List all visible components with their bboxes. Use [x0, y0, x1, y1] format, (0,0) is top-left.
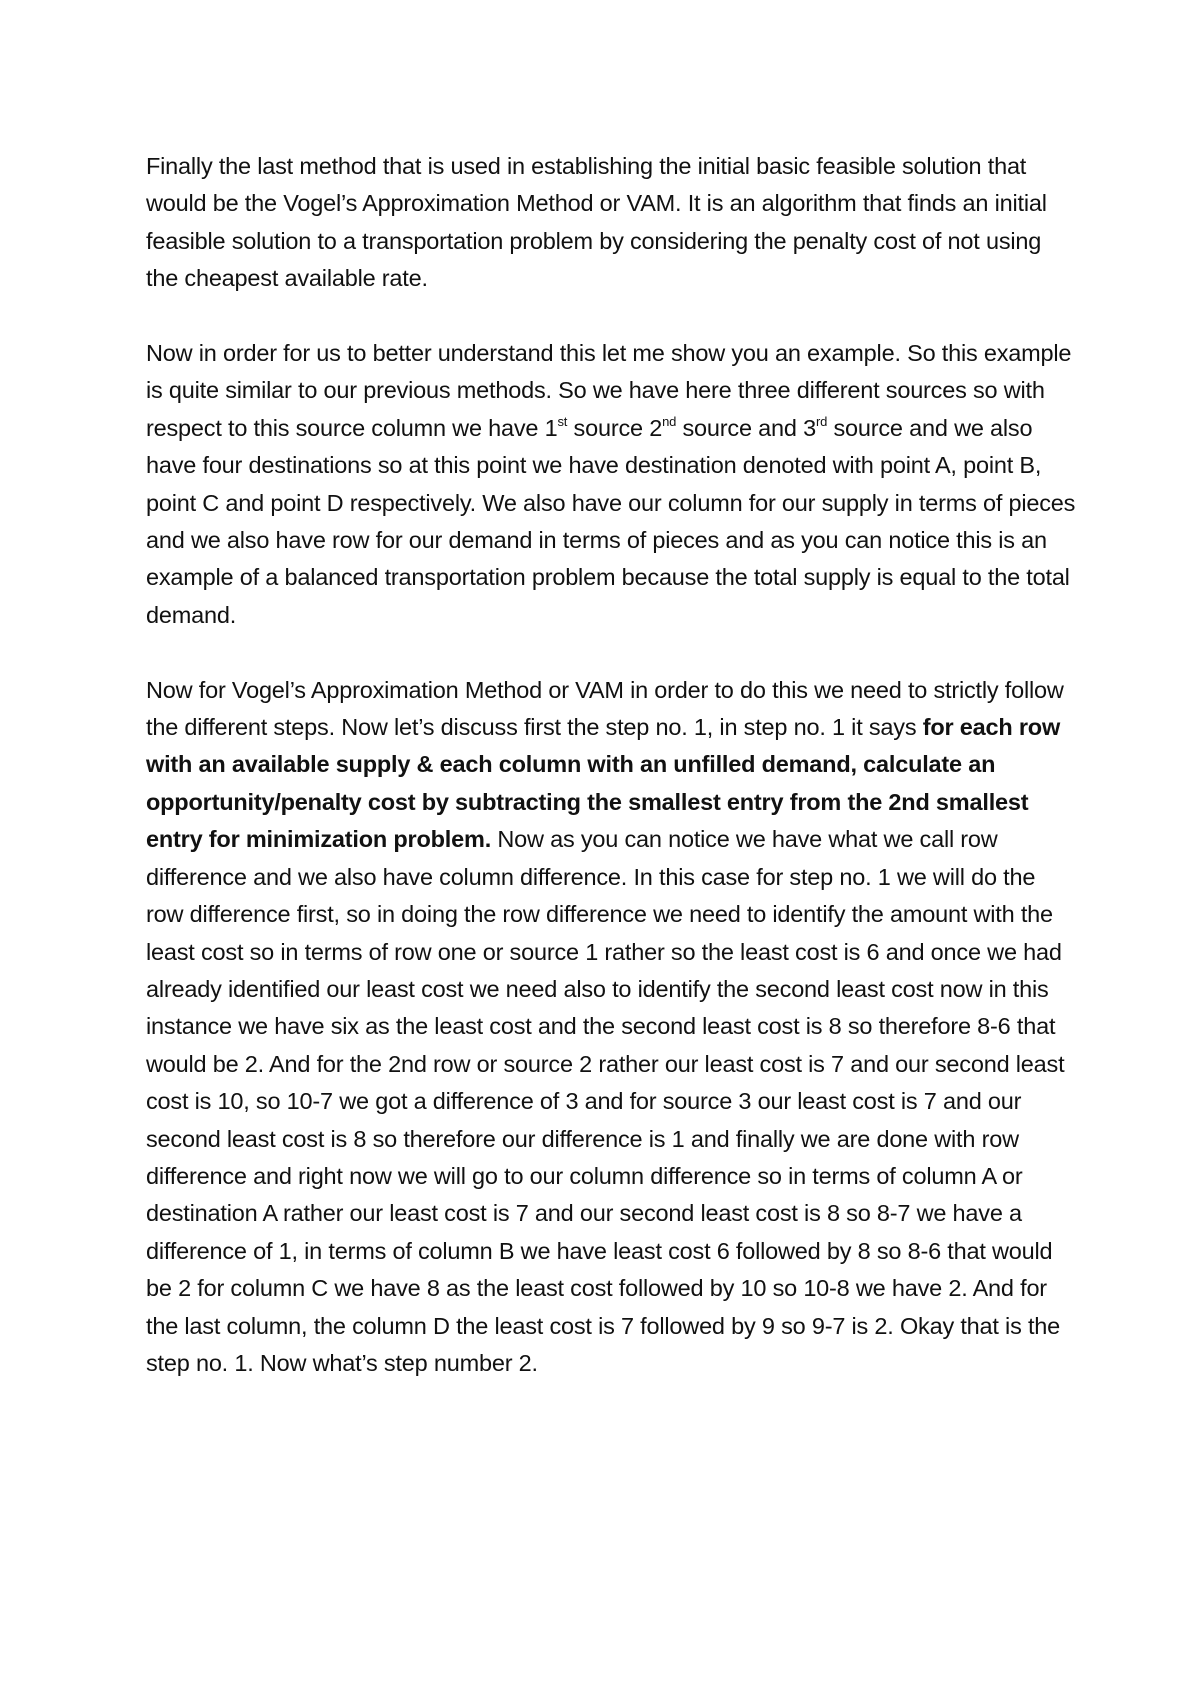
paragraph-example-text-a: Now in order for us to better understand this let me show you an example. So this example is quite similar to our previous methods. So we have here three different sources so with respect to this source column we have 1 [146, 340, 1072, 441]
paragraph-intro-text: Finally the last method that is used in establishing the initial basic feasible solution that would be the Vogel’s Approximation Method or VAM. It is an algorithm that finds an initial feasible solution to a transportation problem by considering the penalty cost of not using the cheapest available rate. [146, 153, 1047, 292]
paragraph-step-one [146, 672, 1076, 1383]
paragraph-intro-vam [146, 148, 1076, 298]
step-one-rule-bold: for each row with an available supply & each column with an unfilled demand, calculate an opportunity/penalty cost by subtracting the smallest entry from the 2nd smallest entry for minimization problem. [146, 714, 1061, 853]
superscript-st: st [557, 414, 568, 429]
paragraph-example-text-b: source 2 [567, 414, 663, 441]
document-body [146, 148, 1076, 1382]
paragraph-example [146, 335, 1076, 634]
superscript-nd: nd [662, 414, 677, 429]
paragraph-step-one-text-a: Now for Vogel’s Approximation Method or VAM in order to do this we need to strictly follow the different steps. Now let’s discuss first the step no. 1, in step no. 1 it says [146, 676, 1064, 741]
paragraph-example-text-d: source and we also have four destinations so at this point we have destination denoted with point A, point B, point C and point D respectively. We also have our column for our supply in terms of pieces and we also have row for our demand in terms of pieces and as you can notice this is an example of a balanced transportation problem because the total supply is equal to the total demand. [146, 414, 1076, 628]
paragraph-step-one-text-b: Now as you can notice we have what we call row difference and we also have column difference. In this case for step no. 1 we will do the row difference first, so in doing the row difference we need to identify the amount with the least cost so in terms of row one or source 1 rather so the least cost is 6 and once we had already identified our least cost we need also to identify the second least cost now in this instance we have six as the least cost and the second least cost is 8 so therefore 8-6 that would be 2. And for the 2nd row or source 2 rather our least cost is 7 and our second least cost is 10, so 10-7 we got a difference of 3 and for source 3 our least cost is 7 and our second least cost is 8 so therefore our difference is 1 and finally we are done with row difference and right now we will go to our column difference so in terms of column A or destination A rather our least cost is 7 and our second least cost is 8 so 8-7 we have a difference of 1, in terms of column B we have least cost 6 followed by 8 so 8-6 that would be 2 for column C we have 8 as the least cost followed by 10 so 10-8 we have 2. And for the last column, the column D the least cost is 7 followed by 9 so 9-7 is 2. Okay that is the step no. 1. Now what’s step number 2. [146, 826, 1065, 1376]
superscript-rd: rd [815, 414, 828, 429]
paragraph-example-text-c: source and 3 [676, 414, 816, 441]
